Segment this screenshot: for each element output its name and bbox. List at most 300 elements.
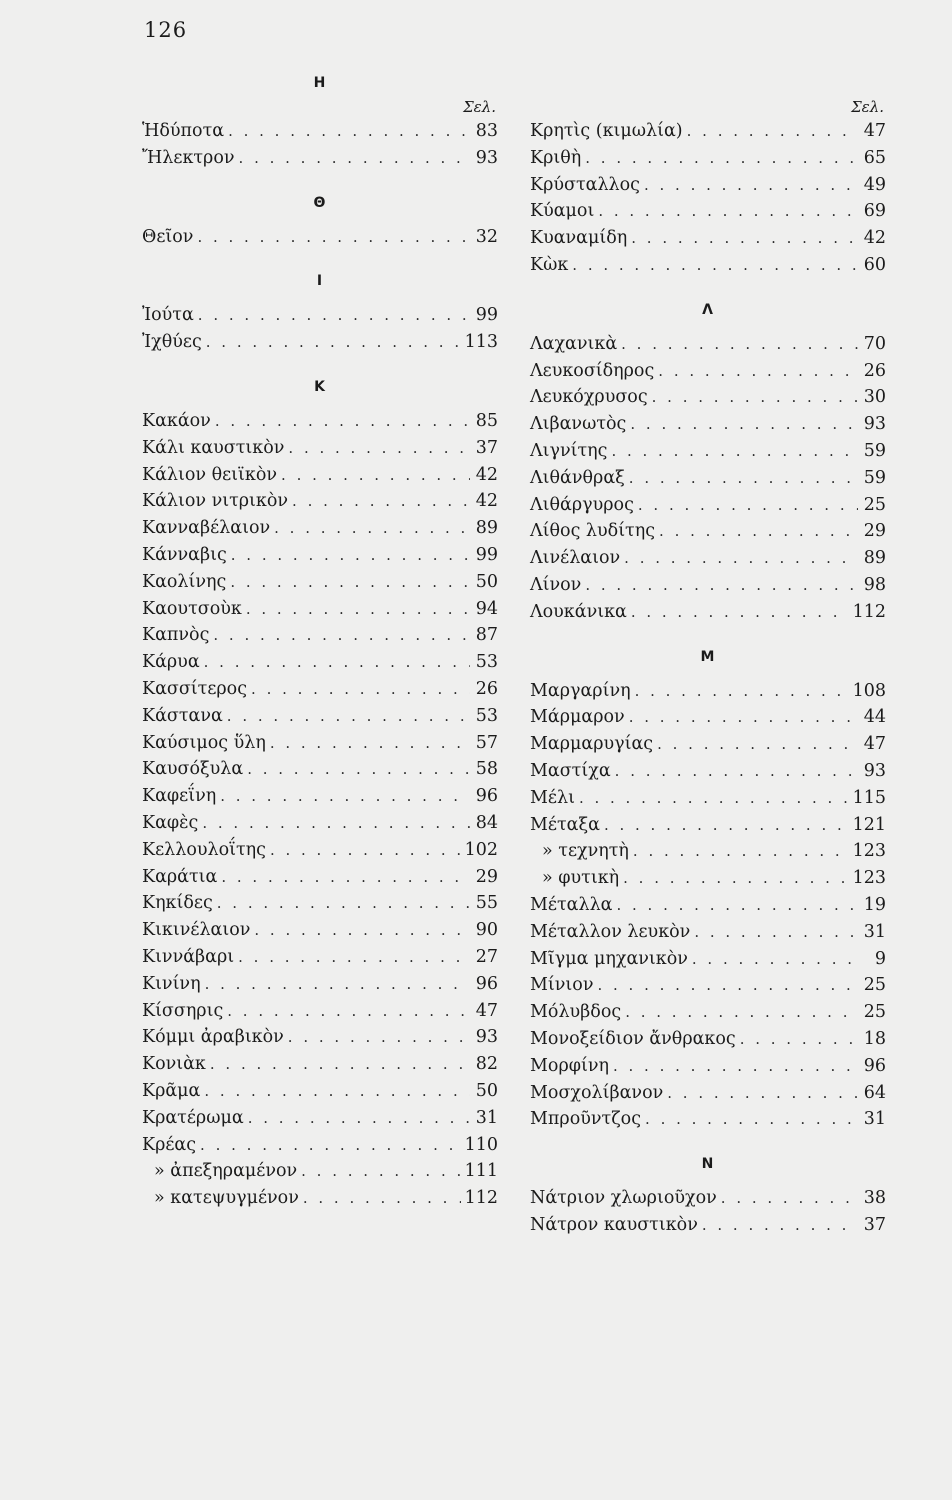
index-entry	[142, 944, 498, 971]
entry-page-number: 58	[475, 759, 498, 780]
entry-term: Καολίνης	[142, 571, 227, 592]
index-entry	[530, 411, 886, 438]
leader-dots	[217, 890, 470, 917]
index-entry	[530, 118, 886, 145]
leader-dots	[274, 515, 470, 542]
leader-dots	[206, 329, 461, 356]
leader-dots	[702, 1212, 858, 1239]
entry-term: Μέλι	[530, 787, 575, 808]
entry-term: Λαχανικὰ	[530, 333, 618, 354]
index-entry	[530, 465, 886, 492]
index-entry	[530, 892, 886, 919]
entry-term: Ἰχθύες	[142, 332, 202, 353]
leader-dots	[667, 1080, 858, 1107]
index-entry	[530, 1080, 886, 1107]
leader-dots	[202, 810, 470, 837]
entry-page-number: 70	[863, 333, 886, 354]
index-entry	[142, 1185, 498, 1212]
entry-page-number: 93	[475, 1027, 498, 1048]
section-letter: Θ	[313, 194, 327, 211]
entry-term: Καύσιμος ὕλη	[142, 732, 266, 753]
section-spacer	[530, 279, 886, 297]
entry-page-number: 99	[475, 305, 498, 326]
entry-term: » κατεψυγμένον	[154, 1188, 299, 1209]
entry-page-number: 69	[863, 201, 886, 222]
index-entry	[142, 515, 498, 542]
leader-dots	[638, 492, 858, 519]
index-section	[142, 70, 498, 172]
index-entry	[142, 890, 498, 917]
leader-dots	[228, 118, 470, 145]
entry-term: Λίθος λυδίτης	[530, 521, 656, 542]
index-entry	[530, 438, 886, 465]
entry-term: Κύαμοι	[530, 201, 595, 222]
entry-term: Μοσχολίβανον	[530, 1082, 664, 1103]
index-section	[530, 1133, 886, 1239]
entry-term: Μέταλλα	[530, 894, 613, 915]
entry-page-number: 32	[475, 226, 498, 247]
entry-term: Κὼκ	[530, 254, 569, 275]
leader-dots	[227, 703, 470, 730]
index-entry	[530, 758, 886, 785]
section-letter: Ι	[316, 273, 324, 290]
index-entry	[142, 1024, 498, 1051]
index-entry	[142, 810, 498, 837]
leader-dots	[288, 1024, 470, 1051]
entry-term: Καυσόξυλα	[142, 759, 244, 780]
leader-dots	[613, 1053, 858, 1080]
entry-term: Μέταξα	[530, 814, 600, 835]
leader-dots	[200, 1132, 461, 1159]
leader-dots	[659, 518, 858, 545]
section-letter: Λ	[702, 301, 714, 318]
entry-page-number: 84	[475, 812, 498, 833]
entry-page-number: 111	[464, 1161, 498, 1182]
entry-page-number: 96	[475, 786, 498, 807]
entry-page-number: 121	[852, 814, 886, 835]
section-spacer	[142, 294, 498, 302]
entry-page-number: 42	[475, 491, 498, 512]
entry-page-number: 96	[863, 1055, 886, 1076]
entry-page-number: 9	[874, 948, 886, 969]
leader-dots	[633, 838, 849, 865]
index-entry	[530, 572, 886, 599]
entry-term: Κρᾶμα	[142, 1080, 201, 1101]
entry-term: Θεῖον	[142, 226, 194, 247]
entry-page-number: 30	[863, 387, 886, 408]
entry-term: Καράτια	[142, 866, 218, 887]
entry-page-number: 53	[475, 652, 498, 673]
entry-page-number: 87	[475, 625, 498, 646]
section-letter	[530, 70, 886, 96]
entry-page-number: 47	[863, 734, 886, 755]
index-section	[142, 172, 498, 251]
index-entry	[142, 703, 498, 730]
index-entry	[142, 917, 498, 944]
leader-dots	[572, 252, 858, 279]
leader-dots	[246, 596, 470, 623]
index-entry	[530, 545, 886, 572]
entry-page-number: 50	[475, 1080, 498, 1101]
entry-page-number: 108	[852, 680, 886, 701]
index-entry	[142, 118, 498, 145]
leader-dots	[631, 599, 849, 626]
index-entry	[142, 864, 498, 891]
index-entry	[142, 622, 498, 649]
entry-page-number: 98	[863, 574, 886, 595]
index-entry	[530, 785, 886, 812]
leader-dots	[270, 837, 461, 864]
leader-dots	[598, 198, 858, 225]
index-entry	[530, 812, 886, 839]
entry-term: Κανναβέλαιον	[142, 518, 271, 539]
index-entry	[142, 302, 498, 329]
index-entry	[142, 971, 498, 998]
index-entry	[142, 542, 498, 569]
leader-dots	[220, 783, 470, 810]
entry-page-number: 110	[464, 1134, 498, 1155]
entry-page-number: 31	[475, 1107, 498, 1128]
leader-dots	[301, 1158, 460, 1185]
entry-term: Ἡδύποτα	[142, 121, 225, 141]
entry-page-number: 59	[863, 467, 886, 488]
leader-dots	[579, 785, 849, 812]
index-entry	[530, 731, 886, 758]
leader-dots	[270, 730, 470, 757]
entry-page-number: 96	[475, 973, 498, 994]
entry-term: » φυτικὴ	[542, 868, 620, 889]
leader-dots	[204, 1078, 470, 1105]
page-column-label: Σελ.	[851, 98, 884, 116]
entry-page-number: 85	[475, 410, 498, 431]
entry-term: » τεχνητὴ	[542, 841, 629, 862]
entry-page-number: 89	[475, 518, 498, 539]
index-entry	[530, 1185, 886, 1212]
entry-term: Κίσσηρις	[142, 1000, 224, 1021]
entry-page-number: 112	[464, 1188, 498, 1209]
section-spacer	[530, 626, 886, 644]
section-spacer	[530, 1133, 886, 1151]
entry-term: Νάτριον χλωριοῦχον	[530, 1188, 717, 1209]
index-entry	[142, 462, 498, 489]
entry-term: Κικινέλαιον	[142, 920, 251, 941]
entry-term: Ἤλεκτρον	[142, 147, 235, 168]
entry-term: Κηκίδες	[142, 893, 213, 914]
leader-dots	[254, 917, 470, 944]
leader-dots	[303, 1185, 461, 1212]
leader-dots	[230, 569, 470, 596]
leader-dots	[616, 892, 858, 919]
leader-dots	[635, 678, 849, 705]
leader-dots	[231, 542, 470, 569]
entry-page-number: 112	[852, 601, 886, 622]
index-entry	[530, 1106, 886, 1133]
entry-term: Κυαναμίδη	[530, 228, 628, 249]
entry-term: Λιθάργυρος	[530, 494, 634, 515]
leader-dots	[625, 999, 858, 1026]
leader-dots	[624, 545, 858, 572]
index-section	[530, 70, 886, 279]
section-spacer	[142, 250, 498, 268]
entry-page-number: 53	[475, 705, 498, 726]
entry-term: Κασσίτερος	[142, 678, 248, 699]
leader-dots	[205, 971, 470, 998]
index-column-left	[142, 70, 498, 1212]
entry-page-number: 19	[863, 894, 886, 915]
index-entry	[530, 999, 886, 1026]
entry-term: Κρύσταλλος	[530, 174, 640, 195]
entry-page-number: 113	[464, 332, 498, 353]
entry-page-number: 37	[475, 437, 498, 458]
entry-term: Μῖγμα μηχανικὸν	[530, 948, 688, 969]
index-entry	[530, 384, 886, 411]
index-entry	[530, 1212, 886, 1239]
entry-page-number: 26	[475, 678, 498, 699]
entry-term: Ἰούτα	[142, 305, 194, 326]
index-entry	[142, 783, 498, 810]
entry-term: Λευκόχρυσος	[530, 387, 648, 408]
section-spacer	[142, 356, 498, 374]
leader-dots	[585, 145, 858, 172]
index-entry	[530, 145, 886, 172]
entry-page-number: 44	[863, 707, 886, 728]
index-entry	[142, 676, 498, 703]
leader-dots	[204, 649, 470, 676]
index-entry	[530, 492, 886, 519]
entry-page-number: 57	[475, 732, 498, 753]
index-entry	[142, 1078, 498, 1105]
entry-page-number: 99	[475, 544, 498, 565]
entry-term: Μίνιον	[530, 975, 594, 996]
entry-term: Νάτρον καυστικὸν	[530, 1214, 698, 1235]
entry-page-number: 123	[852, 841, 886, 862]
index-entry	[530, 518, 886, 545]
entry-term: Κινίνη	[142, 973, 201, 994]
index-entry	[142, 730, 498, 757]
entry-page-number: 47	[475, 1000, 498, 1021]
leader-dots	[692, 946, 858, 973]
entry-page-number: 25	[863, 494, 886, 515]
entry-page-number: 82	[475, 1054, 498, 1075]
entry-page-number: 93	[863, 414, 886, 435]
entry-term: Μπροῦντζος	[530, 1109, 642, 1130]
entry-term: Κριθὴ	[530, 147, 582, 168]
index-entry	[530, 1026, 886, 1053]
entry-page-number: 50	[475, 571, 498, 592]
leader-dots	[694, 919, 858, 946]
index-entry	[142, 998, 498, 1025]
leader-dots	[631, 225, 858, 252]
entry-term: Κάλιον θειϊκὸν	[142, 464, 278, 485]
entry-term: Κακάον	[142, 410, 211, 431]
entry-term: Κονιὰκ	[142, 1054, 206, 1075]
entry-term: Λίνον	[530, 574, 582, 595]
index-entry	[142, 837, 498, 864]
leader-dots	[215, 408, 470, 435]
entry-page-number: 25	[863, 975, 886, 996]
index-entry	[142, 435, 498, 462]
index-entry	[530, 172, 886, 199]
section-letter: Κ	[314, 378, 326, 395]
index-entry	[530, 919, 886, 946]
index-entry	[142, 488, 498, 515]
leader-dots	[629, 465, 858, 492]
index-entry	[530, 946, 886, 973]
entry-page-number: 65	[863, 147, 886, 168]
leader-dots	[239, 145, 470, 172]
leader-dots	[644, 172, 858, 199]
leader-dots	[687, 118, 858, 145]
entry-term: Καουτσοὺκ	[142, 598, 242, 619]
index-entry	[142, 329, 498, 356]
entry-term: Κρατέρωμα	[142, 1107, 244, 1128]
entry-page-number: 38	[863, 1188, 886, 1209]
leader-dots	[652, 384, 858, 411]
index-entry	[530, 252, 886, 279]
index-entry	[142, 756, 498, 783]
entry-page-number: 123	[852, 868, 886, 889]
index-entry	[530, 358, 886, 385]
index-entry	[530, 678, 886, 705]
entry-page-number: 55	[475, 893, 498, 914]
leader-dots	[645, 1106, 858, 1133]
entry-term: Λουκάνικα	[530, 601, 627, 622]
section-letter: Μ	[700, 648, 716, 665]
leader-dots	[227, 998, 470, 1025]
leader-dots	[197, 224, 470, 251]
entry-page-number: 60	[863, 254, 886, 275]
index-entry	[142, 596, 498, 623]
leader-dots	[657, 731, 858, 758]
entry-page-number: 37	[863, 1214, 886, 1235]
entry-page-number: 25	[863, 1002, 886, 1023]
entry-page-number: 93	[863, 760, 886, 781]
section-spacer	[530, 670, 886, 678]
entry-term: Κάνναβις	[142, 544, 227, 565]
entry-page-number: 83	[475, 121, 498, 141]
index-entry	[142, 1132, 498, 1159]
index-section	[530, 279, 886, 626]
leader-dots	[721, 1185, 858, 1212]
entry-term: Καπνὸς	[142, 625, 210, 646]
leader-dots	[292, 488, 470, 515]
leader-dots	[611, 438, 858, 465]
entry-term: Κάλι καυστικὸν	[142, 437, 285, 458]
index-entry	[142, 1158, 498, 1185]
index-entry	[530, 972, 886, 999]
entry-term: Λινέλαιον	[530, 548, 621, 569]
index-entry	[530, 198, 886, 225]
leader-dots	[288, 435, 470, 462]
entry-term: Κιννάβαρι	[142, 946, 235, 967]
leader-dots	[658, 358, 858, 385]
entry-term: Λιθάνθραξ	[530, 467, 625, 488]
entry-page-number: 42	[475, 464, 498, 485]
leader-dots	[615, 758, 858, 785]
entry-term: Μάρμαρον	[530, 707, 625, 728]
index-section	[142, 356, 498, 1212]
entry-term: Λιγνίτης	[530, 440, 608, 461]
index-entry	[142, 145, 498, 172]
leader-dots	[281, 462, 470, 489]
index-entry	[530, 865, 886, 892]
entry-term: Κόμμι ἀραβικὸν	[142, 1027, 284, 1048]
leader-dots	[604, 812, 849, 839]
leader-dots	[210, 1051, 470, 1078]
entry-term: Κρητὶς (κιμωλία)	[530, 121, 683, 141]
leader-dots	[629, 704, 858, 731]
leader-dots	[248, 1105, 470, 1132]
leader-dots	[621, 331, 858, 358]
leader-dots	[238, 944, 470, 971]
entry-term: Μόλυβδος	[530, 1002, 622, 1023]
index-entry	[142, 1051, 498, 1078]
section-letter: Ν	[701, 1156, 715, 1173]
index-entry	[142, 224, 498, 251]
index-entry	[142, 649, 498, 676]
entry-page-number: 49	[863, 174, 886, 195]
entry-page-number: 115	[852, 787, 886, 808]
section-spacer	[142, 400, 498, 408]
leader-dots	[251, 676, 470, 703]
index-section	[530, 626, 886, 1134]
index-section	[142, 250, 498, 356]
entry-term: Καφεΐνη	[142, 786, 217, 807]
index-entry	[530, 331, 886, 358]
entry-term: Κάστανα	[142, 705, 223, 726]
entry-term: Καφὲς	[142, 812, 199, 833]
entry-term: Μέταλλον λευκὸν	[530, 921, 691, 942]
leader-dots	[630, 411, 858, 438]
entry-page-number: 26	[863, 360, 886, 381]
entry-page-number: 29	[863, 521, 886, 542]
index-entry	[530, 599, 886, 626]
index-entry	[530, 1053, 886, 1080]
page-column-label: Σελ.	[463, 98, 496, 116]
entry-page-number: 42	[863, 228, 886, 249]
leader-dots	[623, 865, 848, 892]
entry-page-number: 102	[464, 839, 498, 860]
page-number: 126	[144, 18, 188, 42]
leader-dots	[740, 1026, 858, 1053]
index-entry	[142, 1105, 498, 1132]
index-entry	[530, 225, 886, 252]
entry-page-number: 93	[475, 147, 498, 168]
entry-term: » ἀπεξηραμένον	[154, 1161, 298, 1182]
section-spacer	[530, 323, 886, 331]
entry-page-number: 94	[475, 598, 498, 619]
entry-page-number: 31	[863, 1109, 886, 1130]
section-letter: Η	[313, 75, 327, 91]
entry-term: Κάλιον νιτρικὸν	[142, 491, 289, 512]
entry-term: Κελλουλοΐτης	[142, 839, 266, 860]
entry-term: Μαστίχα	[530, 760, 611, 781]
entry-page-number: 29	[475, 866, 498, 887]
entry-page-number: 31	[863, 921, 886, 942]
entry-term: Μορφίνη	[530, 1055, 609, 1076]
leader-dots	[221, 864, 470, 891]
entry-page-number: 90	[475, 920, 498, 941]
leader-dots	[597, 972, 858, 999]
entry-page-number: 47	[863, 121, 886, 141]
leader-dots	[213, 622, 470, 649]
entry-term: Κάρυα	[142, 652, 200, 673]
index-entry	[142, 408, 498, 435]
index-entry	[142, 569, 498, 596]
entry-page-number: 89	[863, 548, 886, 569]
section-spacer	[142, 216, 498, 224]
leader-dots	[585, 572, 858, 599]
